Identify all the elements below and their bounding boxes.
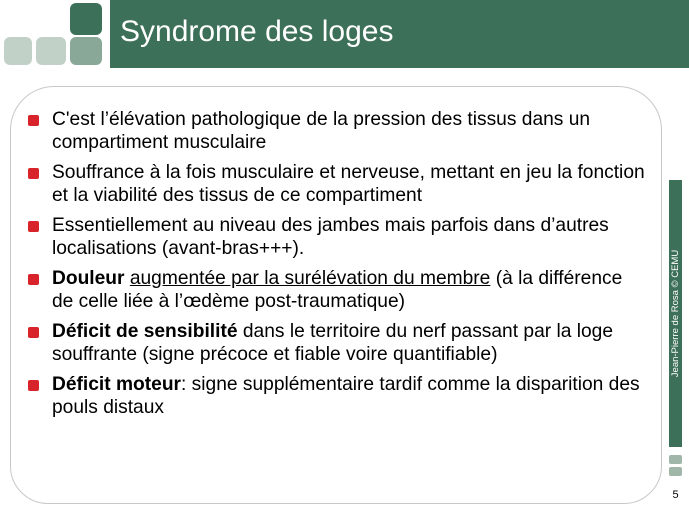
bullet-marker-icon [28,274,39,285]
credit-text: Jean-Pierre de Rosa © CEMU [670,249,681,378]
bullet-bold-text: Déficit de sensibilité [52,321,238,342]
bullet-item [20,320,645,366]
bullet-marker-icon [28,380,39,391]
bullet-bold-text: Déficit moteur [52,374,182,395]
logo-square-dark [70,3,102,35]
bullet-bold-text: Douleur [52,268,125,289]
logo-square-light-1 [4,37,32,65]
logo-square-mid [70,37,102,65]
logo-square-light-2 [36,37,66,65]
bullet-underlined-text: augmentée par la surélévation du membre [129,268,491,289]
bullet-text: Souffrance à la fois musculaire et nerveuse, mettant en jeu la fonction et la viabilité des tissus de ce compartiment [52,162,645,206]
bullet-marker-icon [28,221,39,232]
bullet-marker-icon [28,168,39,179]
sidebar-dot-1 [669,455,682,464]
bullet-item [20,161,645,207]
page-number: 5 [672,489,679,501]
bullet-text: C'est l’élévation pathologique de la pression des tissus dans un compartiment musculaire [52,109,591,153]
bullet-text: (à la différence de celle liée à l’œdème post-traumatique) [52,268,623,312]
bullet-text: dans le territoire du nerf passant par la loge souffrante (signe précoce et fiable voire quantifiable) [52,321,613,365]
slide-title: Syndrome des loges [120,15,394,48]
bullet-item [20,108,645,154]
bullet-marker-icon [28,115,39,126]
bullet-text: Essentiellement au niveau des jambes mais parfois dans d’autres localisations (avant-bras+++). [52,215,609,259]
title-bar [110,0,689,68]
bullet-list [20,108,645,426]
bullet-text: : signe supplémentaire tardif comme la disparition des pouls distaux [52,374,640,418]
bullet-item [20,214,645,260]
bullet-marker-icon [28,327,39,338]
sidebar-dot-2 [669,467,682,476]
bullet-item [20,373,645,419]
logo-squares [0,0,110,70]
bullet-item [20,267,645,313]
